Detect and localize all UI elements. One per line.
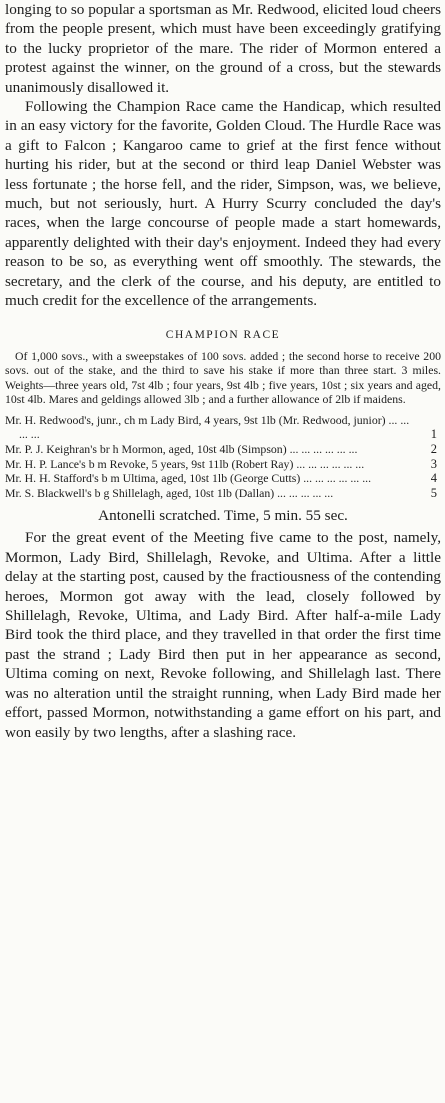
race-heading: CHAMPION RACE (165, 328, 281, 341)
result-entry (5, 413, 441, 442)
result-place: 4 (430, 471, 437, 486)
results-list (5, 413, 441, 501)
race-conditions: Of 1,000 sovs., with a sweepstakes of 100 sovs. added ; the second horse to receive 200 sovs. out of the stake, and the third to save his stake if more than three start. 3 miles. Weights—three years old, 7st 4lb ; four years, 9st 4lb ; five years, 10st ; six years and aged, 10st 4lb. Mares and geldings allowed 3lb ; and a further allowance of 2lb if maidens. (5, 348, 441, 407)
result-entry (5, 471, 441, 486)
result-entry (5, 486, 441, 501)
result-place: 3 (430, 456, 437, 471)
result-text: Mr. H. P. Lance's b m Revoke, 5 years, 9st 11lb (Robert Ray) ... ... ... ... ... ... (5, 456, 365, 471)
result-entry (5, 442, 441, 457)
result-entry (5, 457, 441, 472)
paragraph-2: Following the Champion Race came the Handicap, which resulted in an easy victory for the favorite, Golden Cloud. The Hurdle Race was a gift to Falcon ; Kangaroo came to grief at the first fence without hurting his rider, but at the second or third leap Daniel Webster was less fortunate ; the horse fell, and the rider, Simpson, was, we believe, much, but not seriously, hurt. A Hurry Scurry concluded the day's races, when the large concourse of people made a start homewards, apparently delighted with their day's enjoyment. Indeed they had every reason to be so, as everything went off smoothly. The stewards, the secretary, and the clerk of the course, and his deputy, are entitled to much credit for the excellence of the arrangements. (5, 98, 441, 310)
result-text: Mr. S. Blackwell's b g Shillelagh, aged, 10st 1lb (Dallan) ... ... ... ... ... (5, 485, 334, 500)
scratched-time-line: Antonelli scratched. Time, 5 min. 55 sec. (98, 507, 348, 525)
result-text: Mr. H. H. Stafford's b m Ultima, aged, 10st 1lb (George Cutts) ... ... ... ... ... ... (5, 471, 372, 486)
result-text: Mr. P. J. Keighran's br h Mormon, aged, 10st 4lb (Simpson) ... ... ... ... ... ... (5, 442, 358, 457)
result-place: 1 (430, 427, 437, 442)
result-text: Mr. H. Redwood's, junr., ch m Lady Bird, 4 years, 9st 1lb (Mr. Redwood, junior) ... ... ... ... (5, 412, 410, 442)
result-place: 5 (430, 485, 437, 500)
paragraph-3: For the great event of the Meeting five came to the post, namely, Mormon, Lady Bird, Shillelagh, Revoke, and Ultima. After a little delay at the starting post, caused by the fractiousness of the contending heroes, Mormon got away with the lead, closely followed by Shillelagh, Revoke, Ultima, and Lady Bird. After half-a-mile Lady Bird took the third place, and they travelled in that order the first time past the strand ; Lady Bird then put in her appearance as second, Ultima coming on next, Revoke following, and Shillelagh last. There was no alteration until the straight running, when Lady Bird made her effort, passed Mormon, notwithstanding a game effort on his part, and won easily by two lengths, after a slashing race. (5, 529, 441, 741)
paragraph-1: longing to so popular a sportsman as Mr. Redwood, elicited loud cheers from the people present, which must have been exceedingly gratifying to the lucky proprietor of the mare. The rider of Mormon entered a protest against the winner, on the ground of a cross, but the stewards unanimously disallowed it. (5, 1, 441, 96)
result-place: 2 (430, 442, 437, 457)
